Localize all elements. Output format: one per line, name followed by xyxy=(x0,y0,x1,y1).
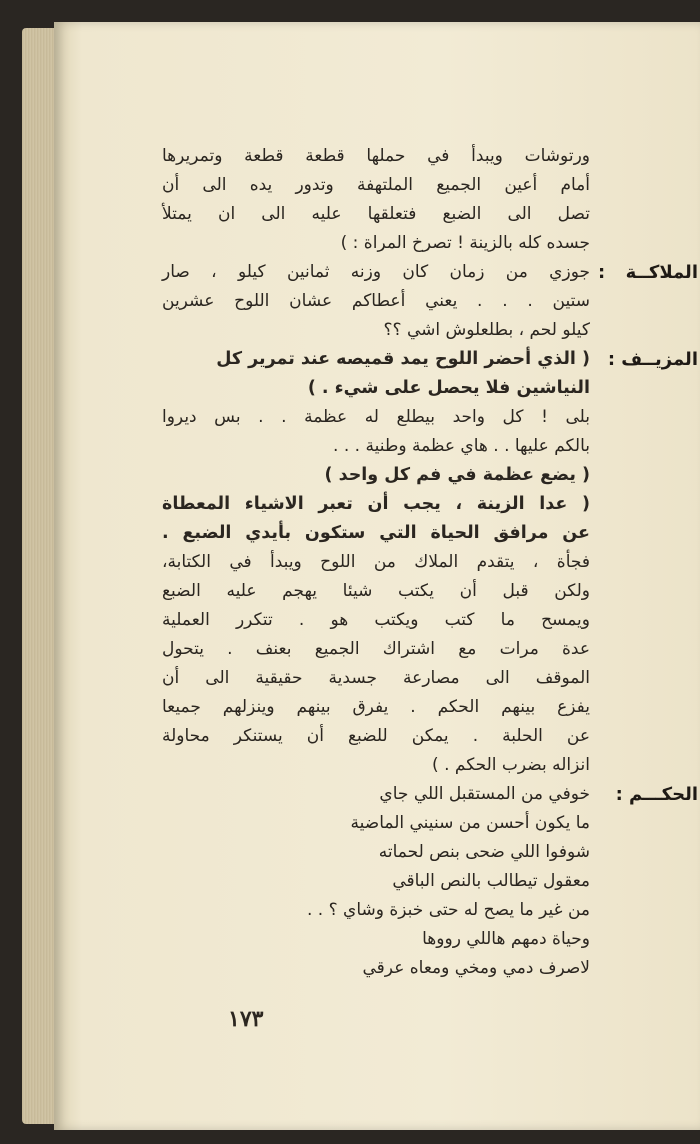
line-text: النياشين فلا يحصل على شيء . ) xyxy=(307,378,590,398)
text-line xyxy=(162,838,590,867)
line-text: ( الذي أحضر اللوح يمد قميصه عند تمرير كل xyxy=(216,349,590,369)
line-text: ما يكون أحسن من سنيني الماضية xyxy=(350,813,590,833)
line-text: عدة مرات مع اشتراك الجميع بعنف . يتحول xyxy=(162,639,590,659)
text-line xyxy=(162,200,590,229)
line-text: جسده كله بالزينة ! تصرخ المراة : ) xyxy=(340,233,590,253)
script-text xyxy=(162,142,698,983)
line-text: من غير ما يصح له حتى خبزة وشاي ؟ . . xyxy=(306,900,590,920)
text-line xyxy=(162,345,698,374)
line-text: عن الحلبة . يمكن للضبع أن يستنكر محاولة xyxy=(162,726,590,746)
text-line xyxy=(162,287,590,316)
text-line xyxy=(162,606,590,635)
text-line xyxy=(162,635,590,664)
text-line xyxy=(162,693,590,722)
text-line xyxy=(162,519,590,548)
text-line xyxy=(162,896,590,925)
line-text: معقول تيطالب بالنص الباقي xyxy=(392,871,590,891)
text-line xyxy=(162,809,590,838)
line-text: الموقف الى مصارعة جسدية حقيقية الى أن xyxy=(162,668,590,688)
line-text: أمام أعين الجميع الملتهفة وتدور يده الى أن xyxy=(162,175,590,195)
line-text: كيلو لحم ، بطلعلوش اشي ؟؟ xyxy=(383,320,590,340)
text-line xyxy=(162,751,590,780)
text-line xyxy=(162,490,590,519)
line-text: لاصرف دمي ومخي ومعاه عرقي xyxy=(362,958,590,978)
text-line xyxy=(162,432,590,461)
line-text: تصل الى الضبع فتعلقها عليه الى ان يمتلأ xyxy=(162,204,590,224)
line-text: شوفوا اللي ضحى بنص لحماته xyxy=(378,842,590,862)
line-text: ( يضع عظمة في فم كل واحد ) xyxy=(324,465,590,485)
line-text: ستين . . . يعني أعطاكم عشان اللوح عشرين xyxy=(162,291,590,311)
text-line xyxy=(162,867,590,896)
line-text: جوزي من زمان كان وزنه ثمانين كيلو ، صار xyxy=(162,262,590,282)
book-page xyxy=(54,22,700,1130)
text-line xyxy=(162,954,590,983)
text-line xyxy=(162,171,590,200)
line-text: ويمسح ما كتب ويكتب هو . تتكرر العملية xyxy=(162,610,590,630)
line-text: ولكن قبل أن يكتب شيئا يهجم عليه الضبع xyxy=(162,581,590,601)
text-line xyxy=(162,403,590,432)
text-line xyxy=(162,229,590,258)
text-line xyxy=(162,577,590,606)
text-line xyxy=(162,374,590,403)
text-line xyxy=(162,925,590,954)
line-text: ورتوشات ويبدأ في حملها قطعة قطعة وتمريرها xyxy=(162,146,590,166)
line-text: بلى ! كل واحد بيطلع له عظمة . . بس ديروا xyxy=(162,407,590,427)
line-text: عن مرافق الحياة التي ستكون بأيدي الضبع . xyxy=(162,523,590,543)
text-line xyxy=(162,316,590,345)
line-text: فجأة ، يتقدم الملاك من اللوح ويبدأ في الكتابة، xyxy=(162,552,590,572)
text-line xyxy=(162,780,698,809)
line-text: يفزع بينهم الحكم . يفرق بينهم وينزلهم جميعا xyxy=(162,697,590,717)
page-number: ١٧٣ xyxy=(228,1006,264,1032)
line-text: انزاله بضرب الحكم . ) xyxy=(432,755,590,775)
text-line xyxy=(162,548,590,577)
speaker-name: الملاكــة : xyxy=(598,262,698,283)
text-line xyxy=(162,461,590,490)
line-text: وحياة دمهم هاللي رووها xyxy=(422,929,590,949)
speaker-name: المزيــف : xyxy=(607,349,698,370)
text-line xyxy=(162,664,590,693)
speaker-name: الحكـــم : xyxy=(615,784,698,805)
line-text: خوفي من المستقبل اللي جاي xyxy=(379,784,590,804)
line-text: بالكم عليها . . هاي عظمة وطنية . . . xyxy=(333,436,590,456)
text-line xyxy=(162,722,590,751)
line-text: ( عدا الزينة ، يجب أن تعبر الاشياء المعطاة xyxy=(162,494,590,514)
text-line xyxy=(162,142,590,171)
text-line xyxy=(162,258,698,287)
